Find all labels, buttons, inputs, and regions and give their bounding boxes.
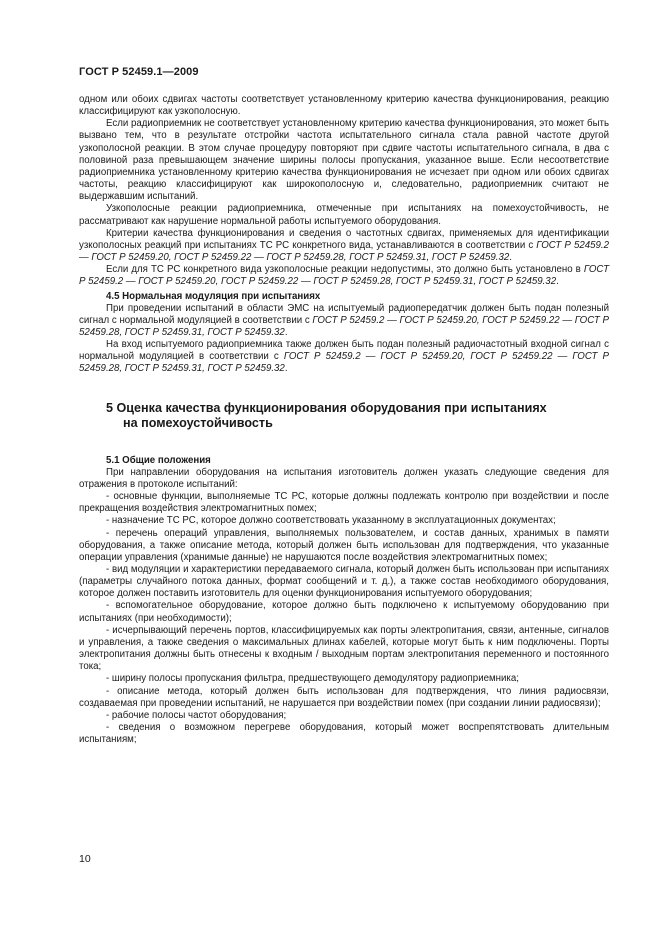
section-4-5-heading: 4.5 Нормальная модуляция при испытаниях: [106, 290, 321, 302]
list-item: - вспомогательное оборудование, которое должно быть подключено к испытуемому оборудованию при испытаниях (при необходимости);: [79, 600, 609, 624]
document-body: [79, 94, 609, 746]
list-item: - ширину полосы пропускания фильтра, предшествующего демодулятору радиоприемника;: [106, 673, 519, 685]
section-5-1-heading: 5.1 Общие положения: [106, 454, 211, 466]
standard-references: ГОСТ Р 52459.2 — ГОСТ Р 52459.20, ГОСТ Р 52459.22 — ГОСТ Р 52459.28, ГОСТ Р 52459.31, ГОСТ Р 52459.32: [79, 239, 609, 264]
paragraph-receiver-text: На вход испытуемого радиоприемника также должен быть подан полезный радиочастотный входной сигнал с нормальной модуляцией в соответствии с: [79, 339, 609, 363]
paragraph-transmitter-text: При проведении испытаний в области ЭМС на испытуемый радиопередатчик должен быть подан полезный сигнал с нормальной модуляцией в соответствии с: [79, 302, 609, 326]
paragraph-criteria: Критерии качества функционирования и сведения о частотных сдвигах, применяемых для идентификации узкополосных реакций при испытаниях ТС РС конкретного вида, устанавливаются в соответствии с ГОСТ Р 52459.2 — ГОСТ Р 52459.20, ГОСТ Р 52459.22 — ГОСТ Р 52459.28, ГОСТ Р 52459.31, ГОСТ Р 52459.32.: [79, 227, 609, 264]
paragraph-inadmissible: Если для ТС РС конкретного вида узкополосные реакции недопустимы, это должно быть установлено в ГОСТ Р 52459.2 — ГОСТ Р 52459.20, ГОСТ Р 52459.22 — ГОСТ Р 52459.28, ГОСТ Р 52459.31, ГОСТ Р 52459.32.: [79, 264, 609, 288]
paragraph-transmitter-modulation: При проведении испытаний в области ЭМС на испытуемый радиопередатчик должен быть подан полезный сигнал с нормальной модуляцией в соответствии с ГОСТ Р 52459.2 — ГОСТ Р 52459.20, ГОСТ Р 52459.22 — ГОСТ Р 52459.28, ГОСТ Р 52459.31, ГОСТ Р 52459.32.: [79, 302, 609, 338]
paragraph-continuation: одном или обоих сдвигах частоты соответствует установленному критерию качества функционирования, реакцию классифицируют как узкополосную.: [79, 94, 609, 118]
paragraph-criteria-text: Критерии качества функционирования и сведения о частотных сдвигах, применяемых для идентификации узкополосных реакций при испытаниях ТС РС конкретного вида, устанавливаются в соответствии с: [79, 227, 609, 251]
list-item: - основные функции, выполняемые ТС РС, которые должны подлежать контролю при воздействии и после прекращения воздействия электромагнитных помех;: [79, 491, 609, 515]
paragraph-5-1-intro: При направлении оборудования на испытания изготовитель должен указать следующие сведения для отражения в протоколе испытаний:: [79, 466, 609, 490]
list-item: - сведения о возможном перегреве оборудования, который может воспрепятствовать длительным испытаниям;: [79, 722, 609, 746]
list-item: - перечень операций управления, выполняемых пользователем, и состав данных, хранимых в памяти оборудования, а также описание метода, который должен быть использован для подтверждения, что указанные операции управления (хранимые данные) не нарушаются после воздействия электромагнитных помех;: [79, 527, 609, 563]
standard-references: ГОСТ Р 52459.2 — ГОСТ Р 52459.20, ГОСТ Р 52459.22 — ГОСТ Р 52459.28, ГОСТ Р 52459.31, ГОСТ Р 52459.32: [79, 264, 609, 288]
list-item: - вид модуляции и характеристики передаваемого сигнала, который должен быть использован при испытаниях (параметры случайного потока данных, формат сообщений и т. д.), а также состав необходимого оборудования, которое должен поставить изготовитель для оценки функционирования испытуемого оборудования;: [79, 564, 609, 600]
list-item: - исчерпывающий перечень портов, классифицируемых как порты электропитания, связи, антенные, сигналов и управления, а также сведения о максимальных длинах кабелей, которые могут быть к ним подключены. Порты электропитания должны быть отнесены к входным / выходным портам электропитания переменного и постоянного тока;: [79, 624, 609, 673]
standard-references: ГОСТ Р 52459.2 — ГОСТ Р 52459.20, ГОСТ Р 52459.22 — ГОСТ Р 52459.28, ГОСТ Р 52459.31, ГОСТ Р 52459.32: [79, 314, 609, 338]
paragraph-receiver-modulation: На вход испытуемого радиоприемника также должен быть подан полезный радиочастотный входной сигнал с нормальной модуляцией в соответствии с ГОСТ Р 52459.2 — ГОСТ Р 52459.20, ГОСТ Р 52459.22 — ГОСТ Р 52459.28, ГОСТ Р 52459.31, ГОСТ Р 52459.32.: [79, 339, 609, 375]
list-item: - назначение ТС РС, которое должно соответствовать указанному в эксплуатационных документах;: [106, 515, 556, 527]
section-5-heading-line1: 5 Оценка качества функционирования оборудования при испытаниях: [106, 400, 547, 415]
standard-references: ГОСТ Р 52459.2 — ГОСТ Р 52459.20, ГОСТ Р 52459.22 — ГОСТ Р 52459.28, ГОСТ Р 52459.31, ГОСТ Р 52459.32: [79, 351, 609, 375]
list-item: - рабочие полосы частот оборудования;: [106, 709, 287, 721]
paragraph-narrowband-reactions: Узкополосные реакции радиоприемника, отмеченные при испытаниях на помехоустойчивость, не рассматривают как нарушение нормальной работы испытуемого оборудования.: [79, 203, 609, 227]
page-number: 10: [79, 853, 91, 865]
section-5-heading: [106, 401, 609, 431]
list-item: - описание метода, который должен быть использован для подтверждения, что линия радиосвязи, создаваемая при проведении испытаний, не нарушается при воздействии помех (при создании линии радиосвязи);: [79, 685, 609, 709]
paragraph-receiver-nonconformance: Если радиоприемник не соответствует установленному критерию качества функционирования, это может быть вызвано тем, что в результате отстройки частота испытательного сигнала стала равной частоте другой узкополосной реакции. В этом случае процедуру повторяют при сдвиге частоты испытательного сигнала, в два с половиной раза превышающем значение ширины полосы пропускания, указанное выше. Если несоответствие радиоприемника установленному критерию качества функционирования не исчезает при одном или обоих сдвигах частоты, реакцию классифицируют как широкополосную и, следовательно, радиоприемник считают не выдержавшим испытаний.: [79, 118, 610, 203]
document-header: ГОСТ Р 52459.1—2009: [79, 66, 199, 78]
section-5-heading-line2: на помехоустойчивость: [123, 415, 273, 430]
paragraph-inadmissible-text: Если для ТС РС конкретного вида узкополосные реакции недопустимы, это должно быть установлено в: [106, 264, 584, 276]
